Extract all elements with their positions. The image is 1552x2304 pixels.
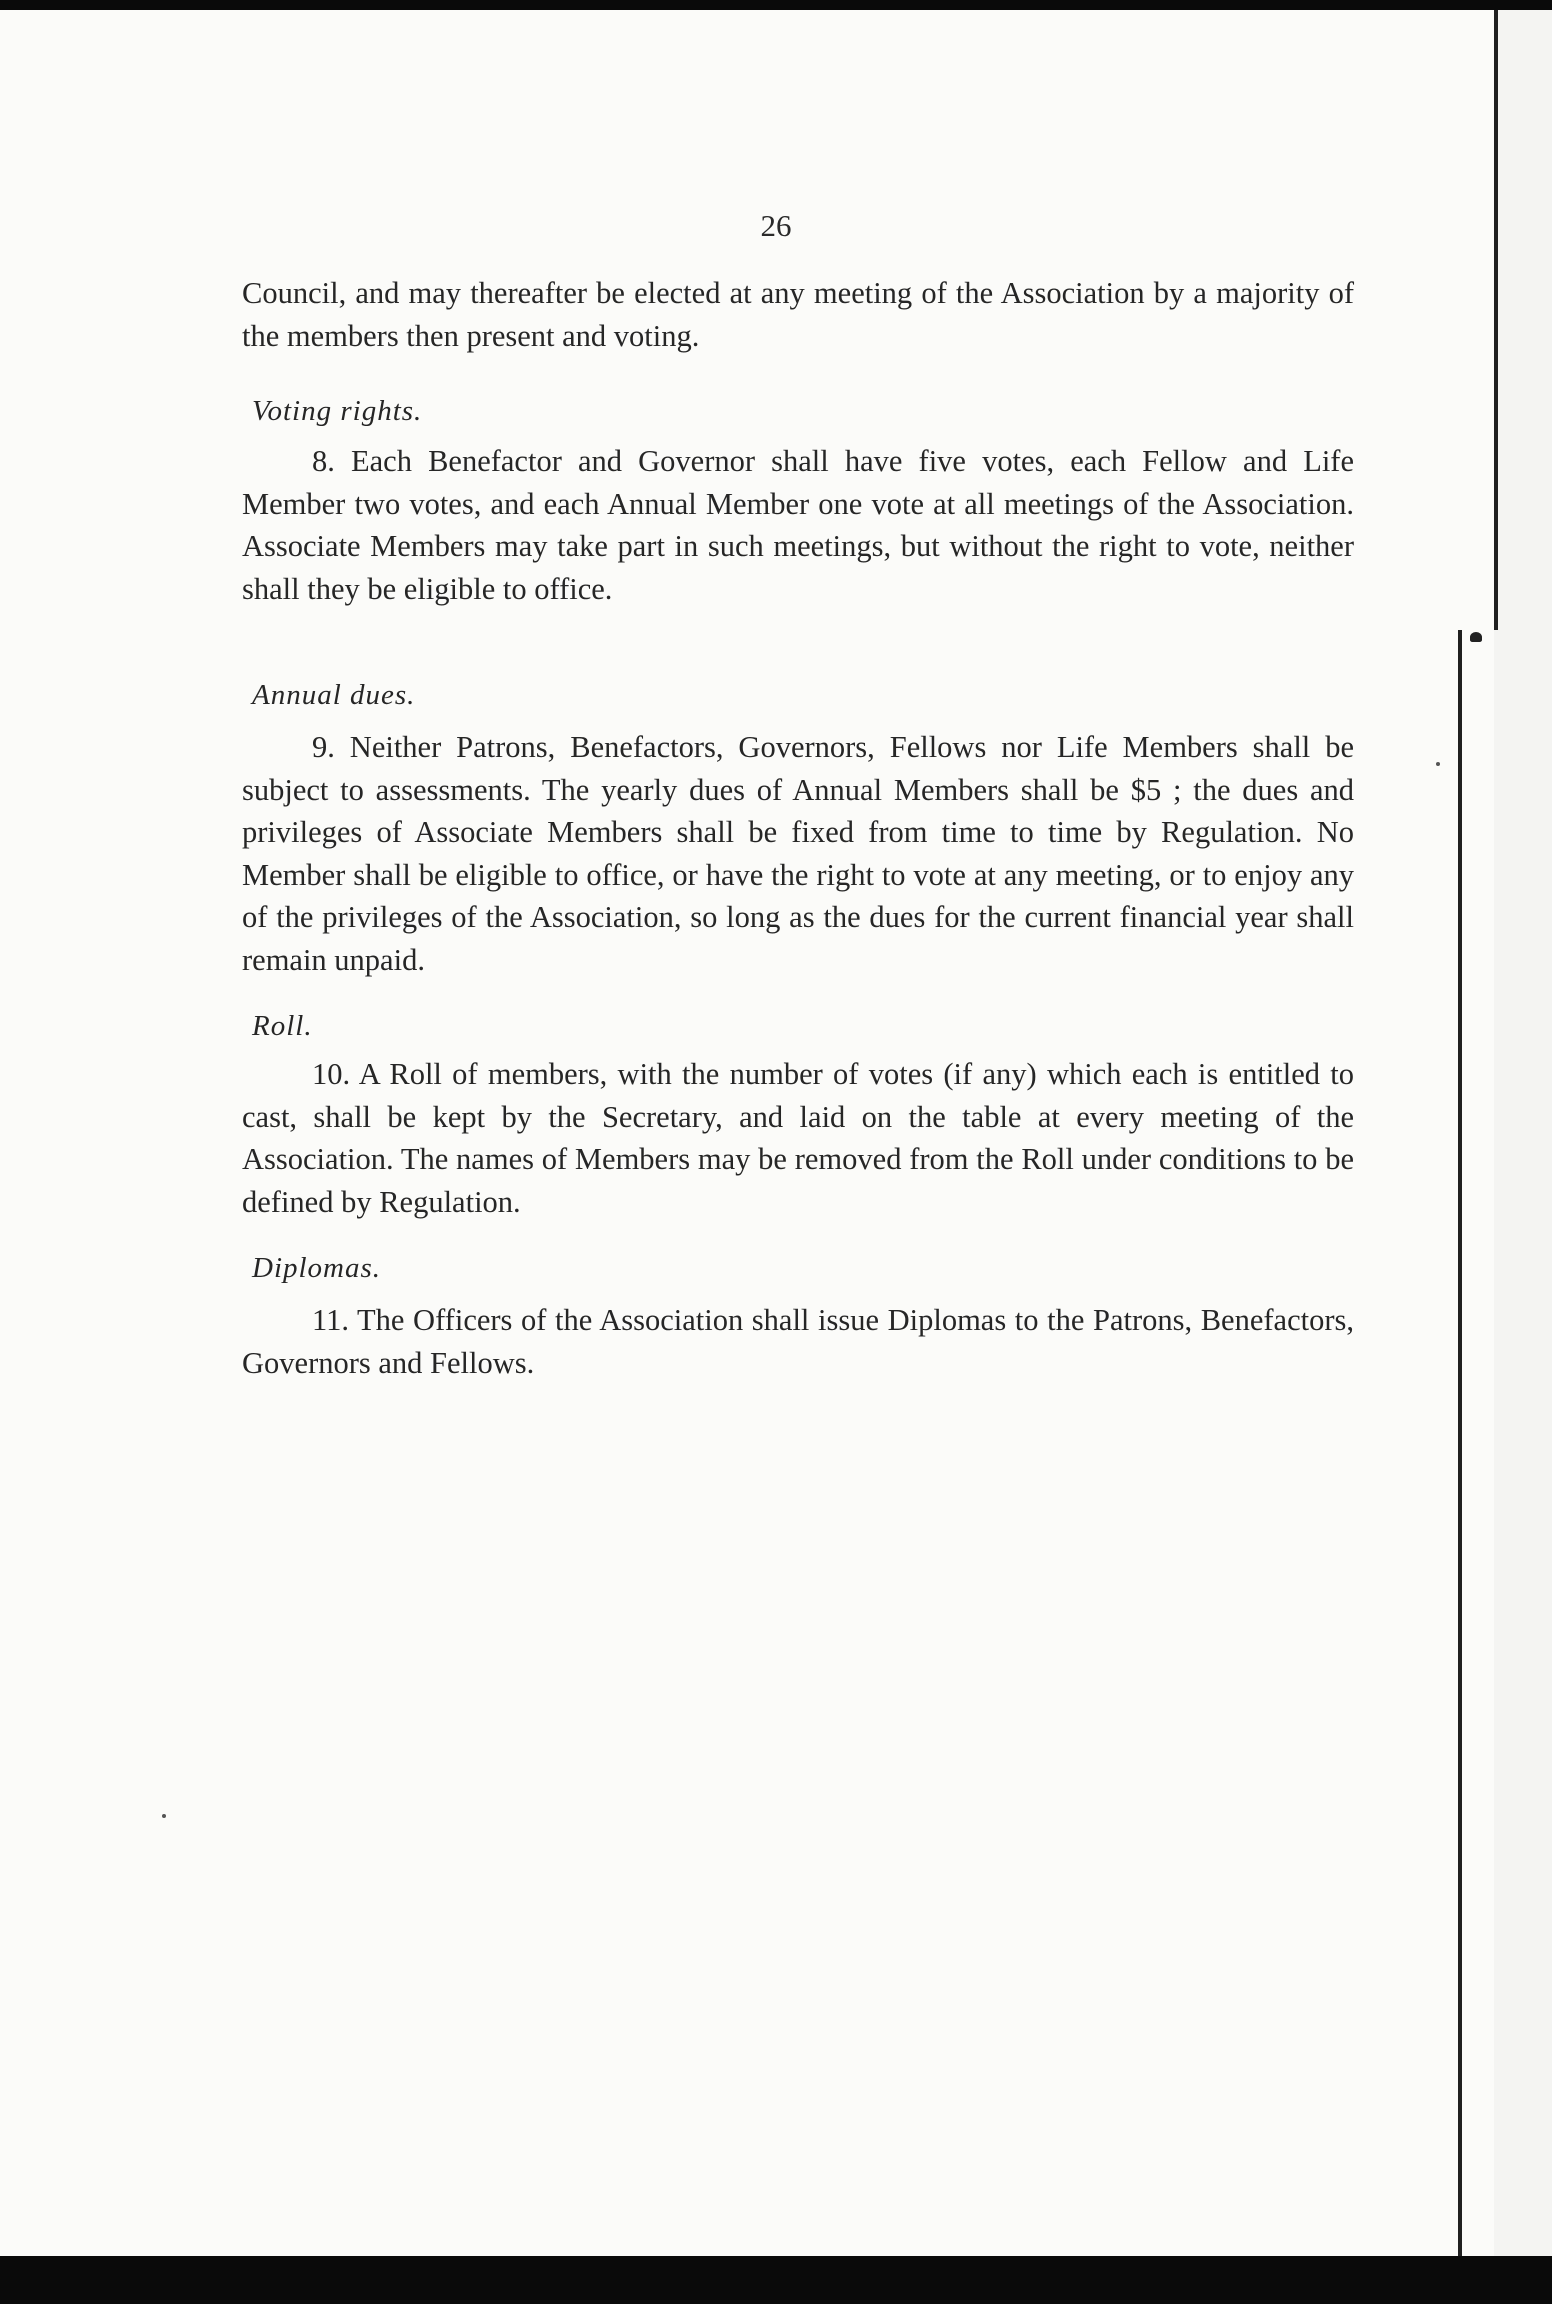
scan-margin [1494,10,1552,2256]
section-heading-voting-rights: Voting rights. [252,395,423,427]
section-text-voting-rights: 8. Each Benefactor and Governor shall have five votes, each Fellow and Life Member two votes, and each Annual Member one vote at all meetings of the Association. Associate Members may take part in such meetings, but without the right to vote, neither shall they be eligible to office. [242,444,1354,606]
intro-paragraph-block [242,272,1354,357]
section-text-diplomas: 11. The Officers of the Association shall issue Diplomas to the Patrons, Benefactors, Governors and Fellows. [242,1303,1354,1380]
intro-paragraph: Council, and may thereafter be elected at any meeting of the Association by a majority of the members then present and voting. [242,276,1354,353]
document-page [0,10,1494,2256]
section-annual-body-block [242,726,1354,981]
section-heading-roll: Roll. [252,1010,313,1042]
scan-border [0,2256,1552,2304]
paper-speck [162,1814,166,1818]
section-annual-heading-block [242,674,1354,716]
section-roll-body-block [242,1053,1354,1223]
section-diplomas-heading-block [242,1247,1354,1289]
ink-mark [1470,632,1482,642]
section-heading-annual-dues: Annual dues. [252,679,416,711]
page-number: 26 [760,208,792,243]
section-diplomas-body-block [242,1299,1354,1384]
page-edge-line [1458,630,1462,2260]
section-voting-heading-block [242,390,1354,432]
page-edge-line [1494,10,1498,630]
section-text-roll: 10. A Roll of members, with the number of votes (if any) which each is entitled to cast, shall be kept by the Secretary, and laid on the table at every meeting of the Association. The names of Members may be removed from the Roll under conditions to be defined by Regulation. [242,1057,1354,1219]
section-voting-body-block [242,440,1354,610]
section-text-annual-dues: 9. Neither Patrons, Benefactors, Governors, Fellows nor Life Members shall be subject to assessments. The yearly dues of Annual Members shall be $5 ; the dues and privileges of Associate Members shall be fixed from time to time by Regulation. No Member shall be eligible to office, or have the right to vote at any meeting, or to enjoy any of the privileges of the Association, so long as the dues for the current financial year shall remain unpaid. [242,730,1354,977]
section-roll-heading-block [242,1005,1354,1047]
section-heading-diplomas: Diplomas. [252,1252,382,1284]
paper-speck [1436,762,1440,766]
